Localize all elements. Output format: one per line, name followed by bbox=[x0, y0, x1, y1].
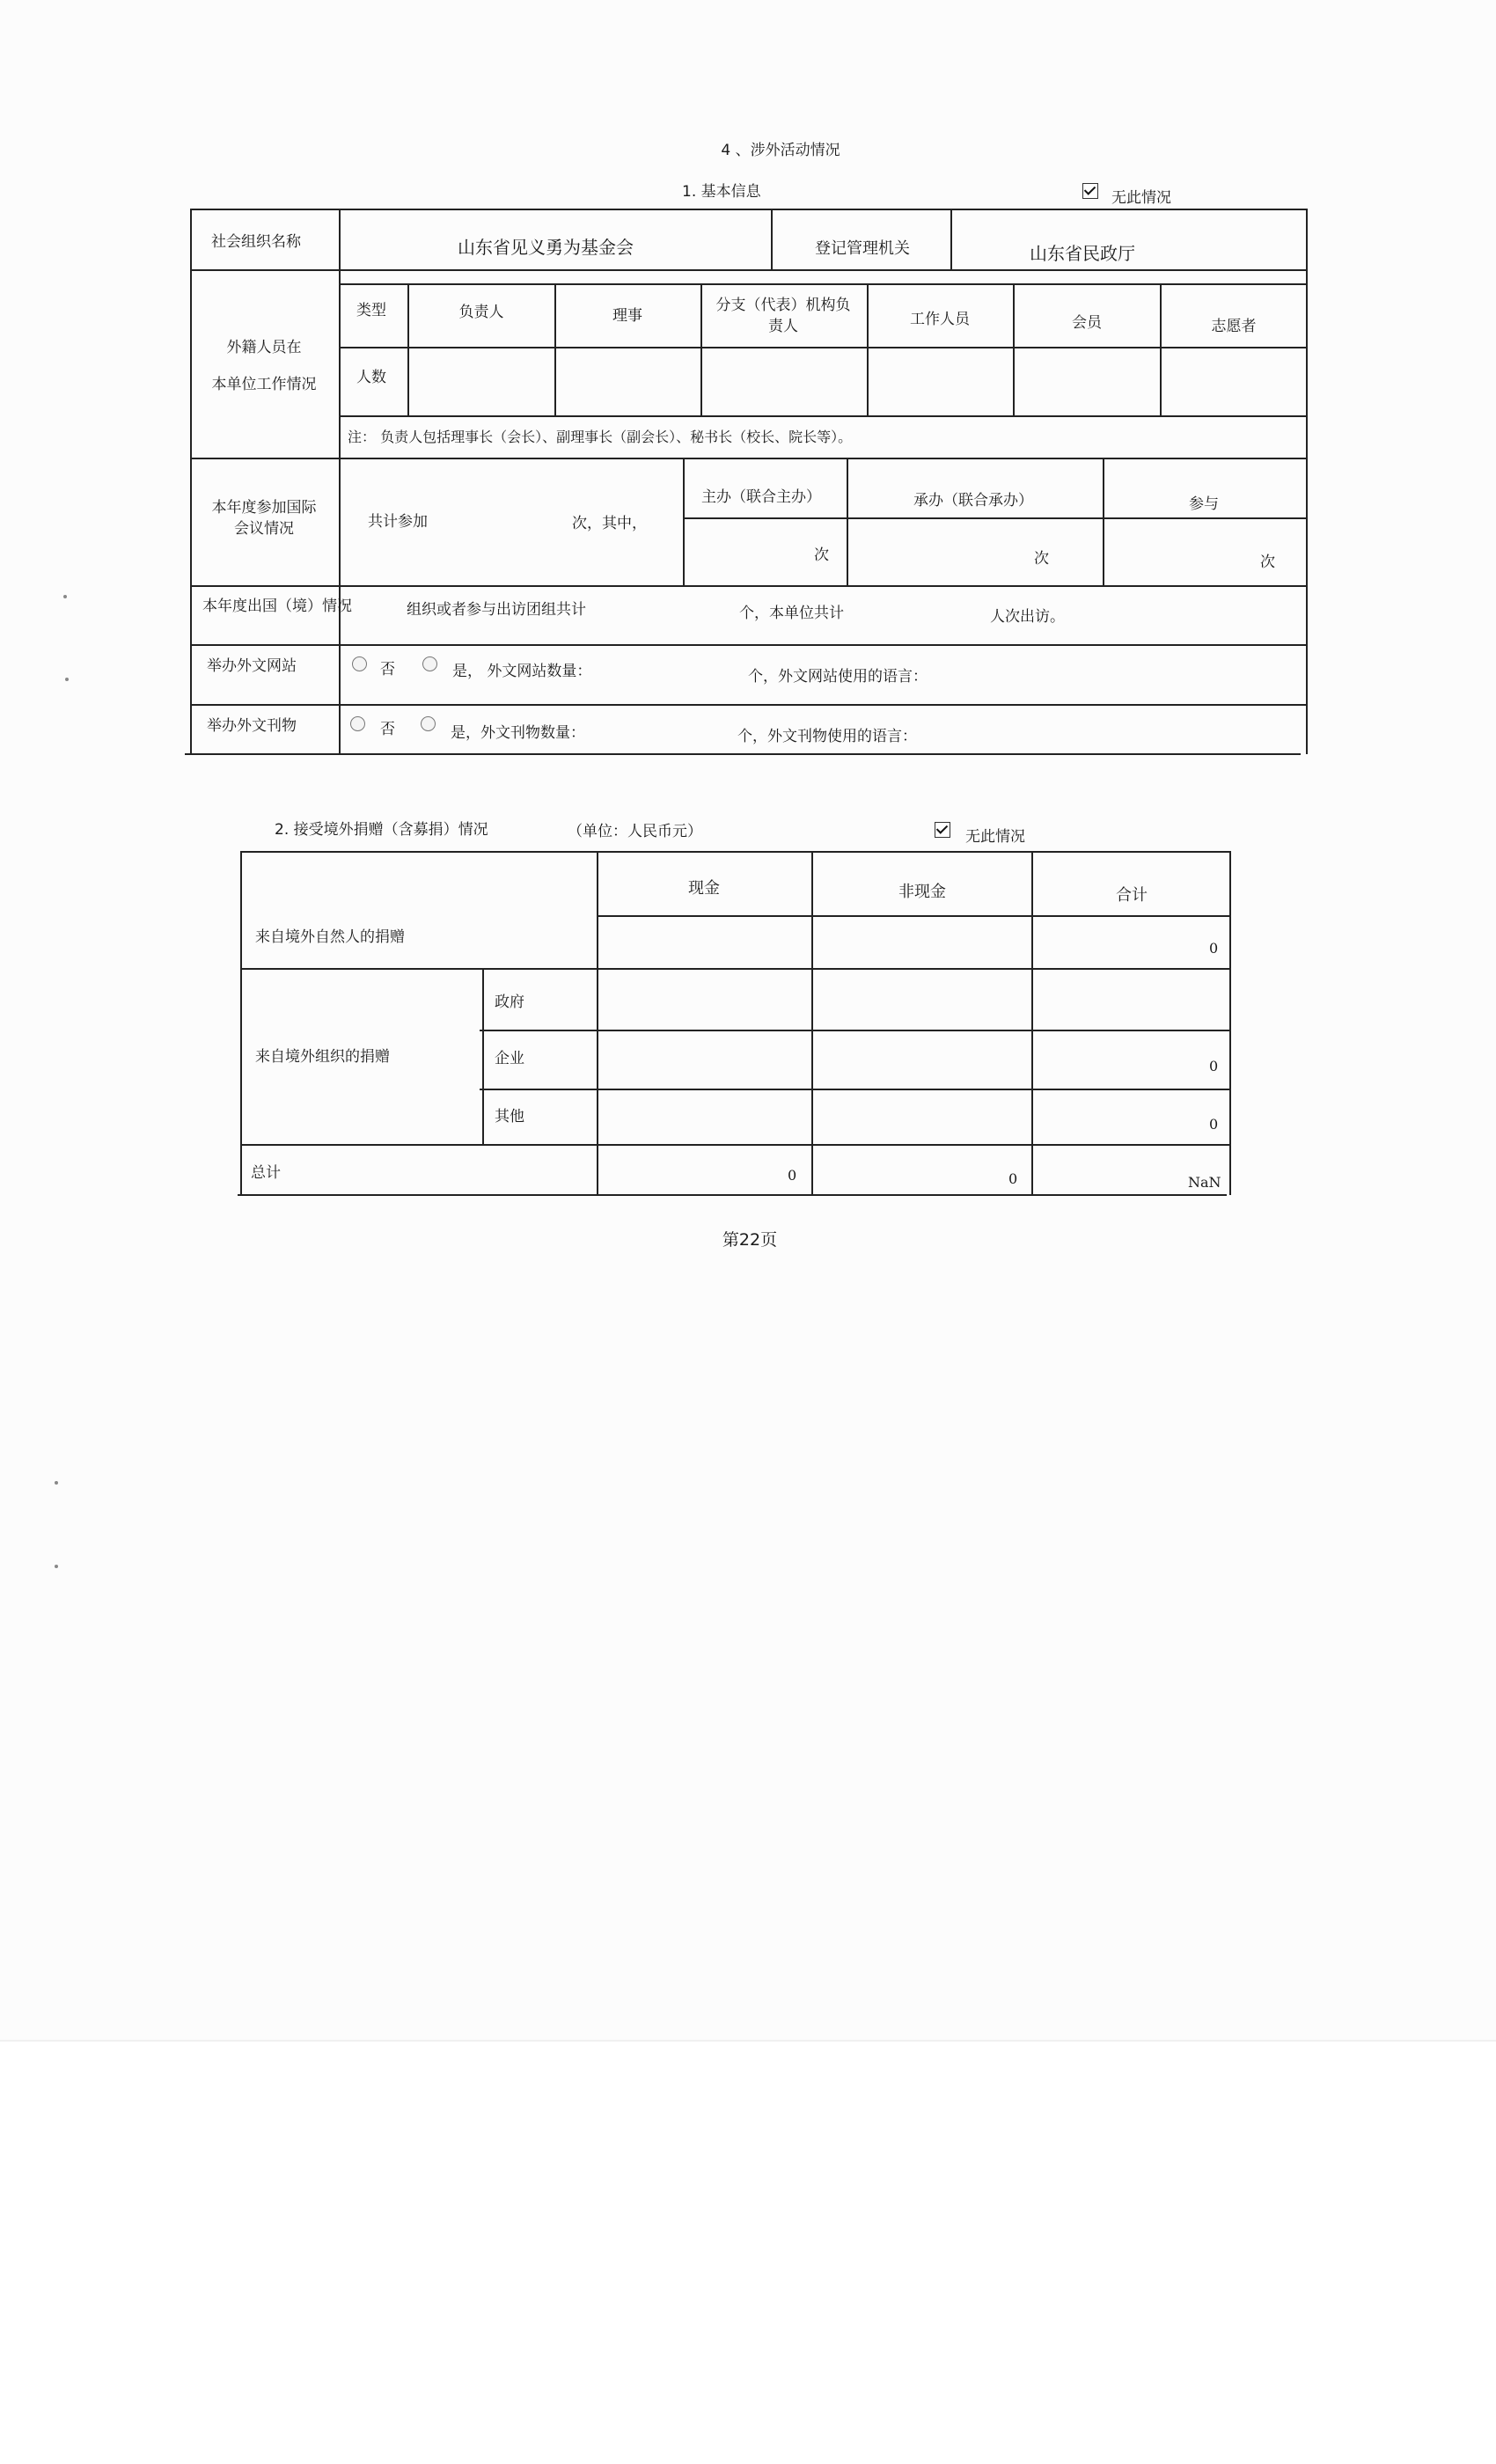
website-no-label: 否 bbox=[380, 661, 395, 678]
col-head-cash: 现金 bbox=[688, 879, 720, 898]
col-head-director: 理事 bbox=[612, 307, 642, 325]
part2-no-situation-label: 无此情况 bbox=[965, 828, 1025, 846]
conf-label-2: 会议情况 bbox=[234, 520, 294, 538]
participate-label: 参与 bbox=[1189, 495, 1219, 513]
org-name-value: 山东省见义勇为基金会 bbox=[458, 237, 634, 258]
abroad-text-2: 个，本单位共计 bbox=[739, 605, 844, 622]
website-label: 举办外文网站 bbox=[207, 657, 297, 675]
radio-icon bbox=[421, 716, 436, 731]
reg-authority-label: 登记管理机关 bbox=[815, 239, 910, 258]
radio-icon bbox=[350, 716, 365, 731]
journal-yes-label: 是，外文刊物数量： bbox=[451, 724, 585, 742]
checkbox-icon bbox=[1082, 183, 1098, 199]
checkbox-icon bbox=[935, 822, 950, 838]
col-head-staff: 工作人员 bbox=[910, 311, 970, 328]
website-yes-radio[interactable] bbox=[422, 655, 437, 671]
website-lang-label: 个，外文网站使用的语言： bbox=[748, 668, 928, 686]
reg-authority-value: 山东省民政厅 bbox=[1030, 243, 1135, 264]
org-name-label: 社会组织名称 bbox=[211, 233, 301, 251]
sub-ent-label: 企业 bbox=[495, 1050, 524, 1067]
individual-total: 0 bbox=[1209, 940, 1219, 957]
conf-among-label: 次，其中， bbox=[572, 515, 647, 532]
scan-speck bbox=[63, 595, 67, 598]
part1-title: 1. 基本信息 bbox=[682, 183, 761, 201]
website-yes-label: 是， 外文网站数量： bbox=[452, 663, 592, 680]
conf-total-label: 共计参加 bbox=[368, 513, 428, 531]
total-cash: 0 bbox=[788, 1167, 797, 1184]
participate-times-unit: 次 bbox=[1260, 554, 1275, 571]
part2-title: 2. 接受境外捐赠（含募捐）情况 bbox=[275, 821, 488, 839]
col-head-responsible: 负责人 bbox=[458, 304, 504, 321]
type-label: 类型 bbox=[356, 302, 386, 319]
conf-label-1: 本年度参加国际 bbox=[211, 499, 317, 517]
section-title: 4 、涉外活动情况 bbox=[721, 142, 840, 159]
radio-icon bbox=[422, 656, 437, 671]
sub-other-label: 其他 bbox=[495, 1108, 524, 1126]
foreign-staff-label-2: 本单位工作情况 bbox=[211, 376, 317, 393]
scan-speck bbox=[55, 1565, 58, 1568]
col-head-branch-1: 分支（代表）机构负 bbox=[715, 297, 851, 314]
host-label: 主办（联合主办） bbox=[701, 488, 821, 506]
row-individual-label: 来自境外自然人的捐赠 bbox=[255, 928, 405, 946]
scan-speck bbox=[55, 1481, 58, 1485]
cohost-label: 承办（联合承办） bbox=[913, 492, 1033, 510]
row-org-label: 来自境外组织的捐赠 bbox=[255, 1048, 390, 1066]
part2-no-situation-checkbox[interactable] bbox=[935, 820, 950, 838]
foreign-staff-label-1: 外籍人员在 bbox=[226, 339, 302, 356]
website-no-radio[interactable] bbox=[352, 655, 367, 671]
col-head-branch-2: 责人 bbox=[768, 318, 798, 335]
col-head-volunteers: 志愿者 bbox=[1211, 318, 1257, 335]
journal-no-label: 否 bbox=[380, 721, 395, 738]
ent-total: 0 bbox=[1209, 1058, 1219, 1074]
journal-label: 举办外文刊物 bbox=[207, 717, 297, 735]
col-head-total: 合计 bbox=[1116, 886, 1148, 905]
part1-no-situation-checkbox[interactable] bbox=[1082, 181, 1098, 199]
sub-gov-label: 政府 bbox=[495, 994, 524, 1011]
journal-lang-label: 个，外文刊物使用的语言： bbox=[737, 728, 917, 745]
col-head-noncash: 非现金 bbox=[898, 883, 946, 901]
total-sum: NaN bbox=[1188, 1174, 1221, 1191]
page-number: 第22页 bbox=[722, 1230, 778, 1250]
abroad-text-3: 人次出访。 bbox=[990, 608, 1065, 626]
host-times-unit: 次 bbox=[814, 546, 829, 564]
radio-icon bbox=[352, 656, 367, 671]
row-total-label: 总计 bbox=[251, 1164, 281, 1182]
col-head-members: 会员 bbox=[1072, 314, 1102, 332]
part2-unit: （单位：人民币元） bbox=[568, 823, 702, 840]
other-total: 0 bbox=[1209, 1116, 1219, 1133]
abroad-label: 本年度出国（境）情况 bbox=[202, 598, 352, 615]
part1-no-situation-label: 无此情况 bbox=[1111, 189, 1171, 207]
scan-speck bbox=[65, 678, 69, 681]
cohost-times-unit: 次 bbox=[1034, 550, 1049, 568]
abroad-text-1: 组织或者参与出访团组共计 bbox=[407, 601, 586, 619]
journal-yes-radio[interactable] bbox=[421, 715, 436, 731]
count-label: 人数 bbox=[356, 369, 386, 386]
responsible-note: 注： 负责人包括理事长（会长）、副理事长（副会长）、秘书长（校长、院长等）。 bbox=[348, 429, 853, 445]
total-noncash: 0 bbox=[1008, 1170, 1018, 1187]
journal-no-radio[interactable] bbox=[350, 715, 365, 731]
